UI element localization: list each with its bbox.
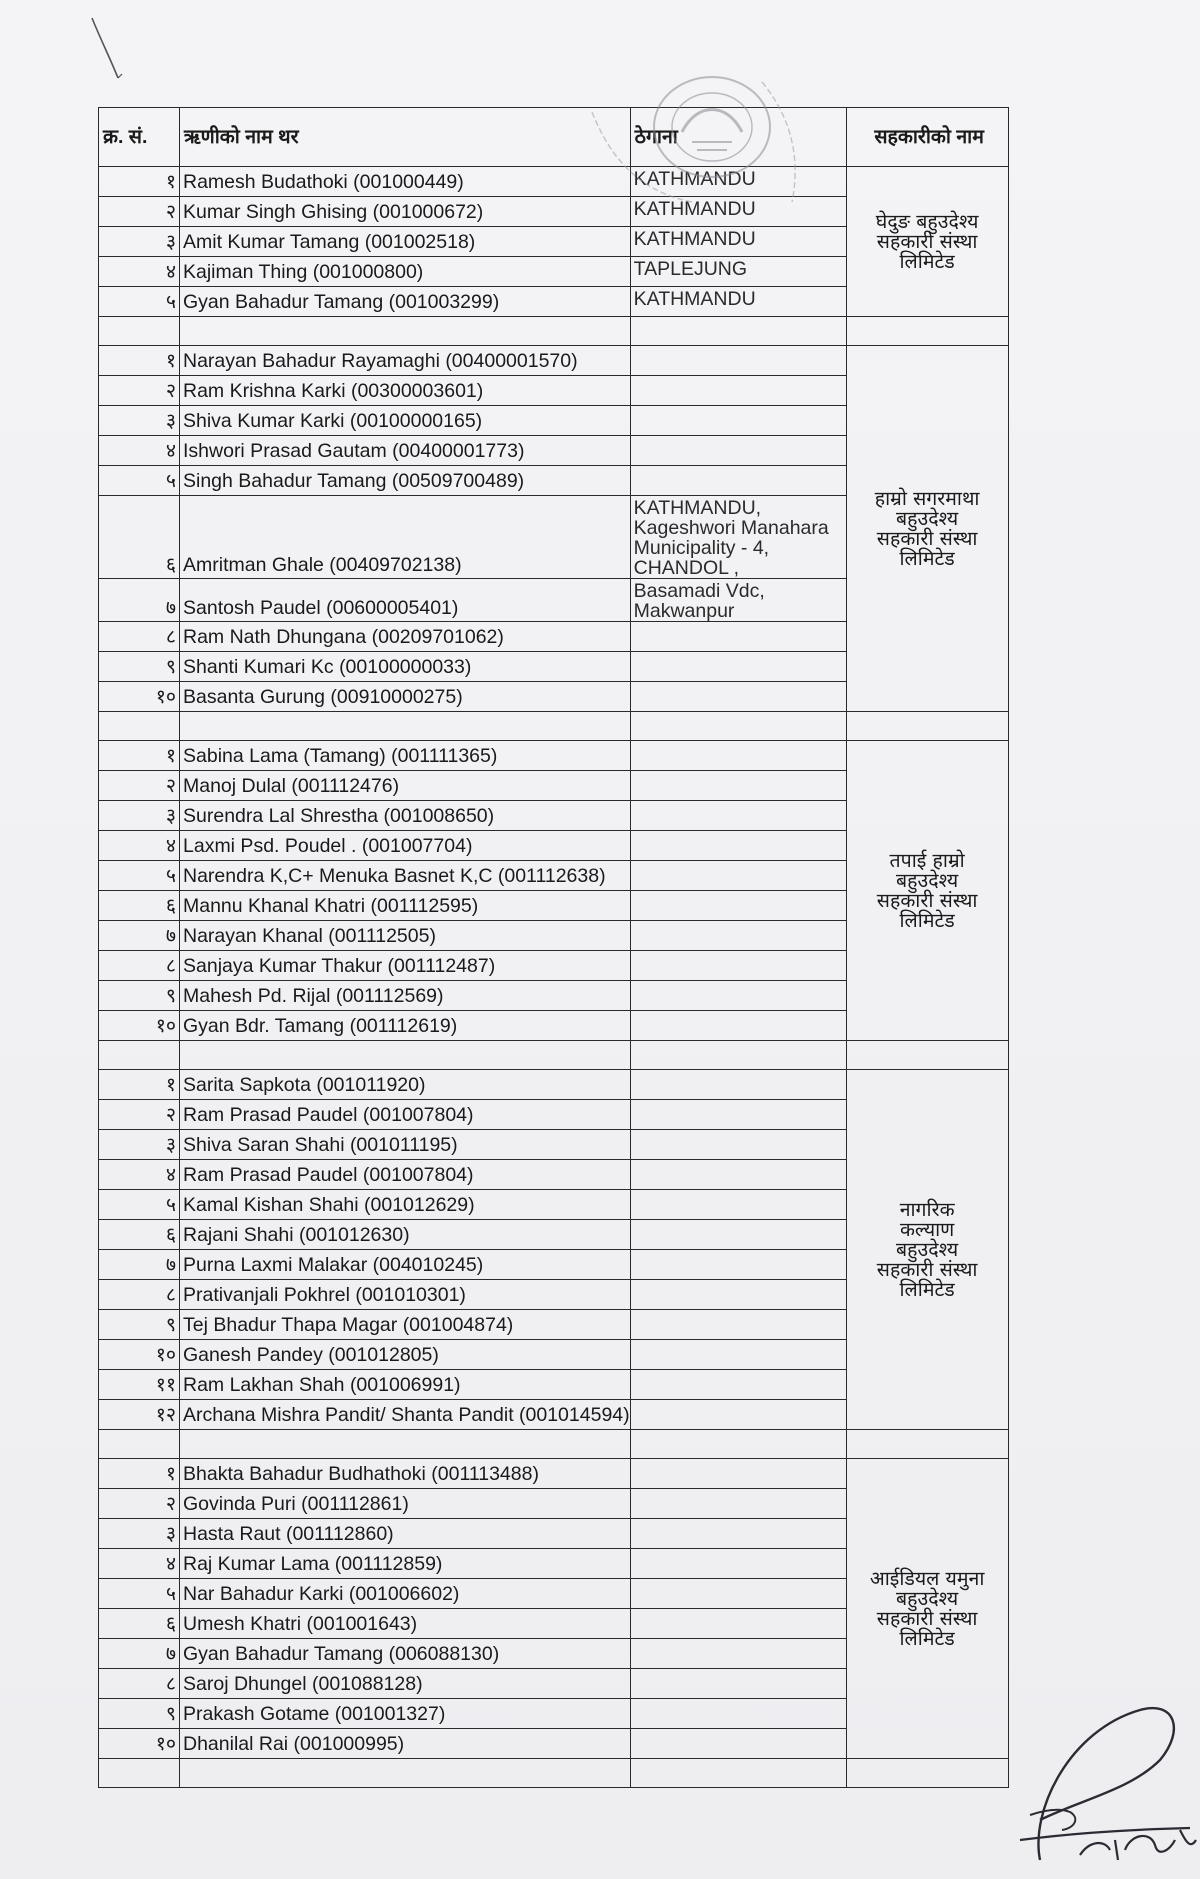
borrower-name-cell: Surendra Lal Shrestha (001008650) — [180, 801, 631, 831]
serial-number-cell: ३ — [99, 1130, 180, 1160]
table-row — [99, 741, 1009, 771]
borrower-name-cell: Manoj Dulal (001112476) — [180, 771, 631, 801]
serial-number-cell: ६ — [99, 496, 180, 579]
cooperative-name-line: बहुउदेश्य — [896, 868, 959, 892]
borrower-name-cell: Archana Mishra Pandit/ Shanta Pandit (001014594) — [180, 1400, 631, 1430]
address-cell — [630, 1729, 846, 1759]
address-cell — [630, 436, 846, 466]
serial-number-cell: २ — [99, 1489, 180, 1519]
borrower-name-cell: Ram Prasad Paudel (001007804) — [180, 1160, 631, 1190]
serial-number-cell: ७ — [99, 579, 180, 622]
address-cell — [630, 376, 846, 406]
serial-number-cell: ४ — [99, 436, 180, 466]
cooperative-name-line: सहकारी संस्था — [876, 888, 978, 912]
address-cell — [630, 406, 846, 436]
address-cell — [630, 1250, 846, 1280]
address-cell — [630, 622, 846, 652]
address-cell — [630, 951, 846, 981]
header-serial: क्र. सं. — [99, 108, 180, 167]
empty-cell — [630, 1430, 846, 1459]
serial-number-cell: १ — [99, 167, 180, 197]
address-cell: Basamadi Vdc, Makwanpur — [630, 579, 846, 622]
address-cell — [630, 1549, 846, 1579]
borrower-name-cell: Shiva Kumar Karki (00100000165) — [180, 406, 631, 436]
borrower-name-cell: Nar Bahadur Karki (001006602) — [180, 1579, 631, 1609]
borrower-name-cell: Prativanjali Pokhrel (001010301) — [180, 1280, 631, 1310]
serial-number-cell: ४ — [99, 257, 180, 287]
serial-number-cell: ८ — [99, 1669, 180, 1699]
header-borrower-name: ऋणीको नाम थर — [180, 108, 631, 167]
borrower-name-cell: Laxmi Psd. Poudel . (001007704) — [180, 831, 631, 861]
address-cell — [630, 1669, 846, 1699]
empty-cell — [180, 1041, 631, 1070]
borrower-name-cell: Purna Laxmi Malakar (004010245) — [180, 1250, 631, 1280]
address-cell — [630, 1370, 846, 1400]
address-cell — [630, 1639, 846, 1669]
serial-number-cell: ५ — [99, 1579, 180, 1609]
serial-number-cell: ८ — [99, 951, 180, 981]
address-cell: KATHMANDU — [630, 227, 846, 257]
cooperative-name-line: लिमिटेड — [899, 546, 955, 570]
borrower-name-cell: Shanti Kumari Kc (00100000033) — [180, 652, 631, 682]
handwritten-signature-icon — [1000, 1690, 1200, 1870]
serial-number-cell: ३ — [99, 227, 180, 257]
serial-number-cell: ९ — [99, 1699, 180, 1729]
address-cell — [630, 1160, 846, 1190]
table-row — [99, 346, 1009, 376]
serial-number-cell: १० — [99, 1340, 180, 1370]
address-cell — [630, 1340, 846, 1370]
borrower-name-cell: Gyan Bahadur Tamang (001003299) — [180, 287, 631, 317]
empty-cell — [99, 1430, 180, 1459]
serial-number-cell: १ — [99, 346, 180, 376]
borrower-name-cell: Gyan Bahadur Tamang (006088130) — [180, 1639, 631, 1669]
address-cell — [630, 1609, 846, 1639]
table-row — [99, 1070, 1009, 1100]
empty-cell — [99, 1759, 180, 1788]
serial-number-cell: ४ — [99, 1549, 180, 1579]
serial-number-cell: ७ — [99, 921, 180, 951]
address-cell: KATHMANDU — [630, 197, 846, 227]
serial-number-cell: ५ — [99, 466, 180, 496]
cooperative-name-line: हाम्रो सगरमाथा — [874, 486, 980, 510]
borrower-name-cell: Umesh Khatri (001001643) — [180, 1609, 631, 1639]
cooperative-name-cell — [846, 1459, 1008, 1759]
borrower-name-cell: Amit Kumar Tamang (001002518) — [180, 227, 631, 257]
empty-cell — [180, 1430, 631, 1459]
serial-number-cell: १ — [99, 1070, 180, 1100]
borrower-name-cell: Gyan Bdr. Tamang (001112619) — [180, 1011, 631, 1041]
address-cell: KATHMANDU — [630, 287, 846, 317]
cooperative-name-line: सहकारी संस्था — [876, 1257, 978, 1281]
serial-number-cell: ९ — [99, 1310, 180, 1340]
address-cell: TAPLEJUNG — [630, 257, 846, 287]
empty-cell — [846, 1430, 1008, 1459]
borrower-name-cell: Ganesh Pandey (001012805) — [180, 1340, 631, 1370]
empty-cell — [99, 1041, 180, 1070]
serial-number-cell: ६ — [99, 1220, 180, 1250]
serial-number-cell: ७ — [99, 1639, 180, 1669]
serial-number-cell: १० — [99, 682, 180, 712]
cooperative-name-cell — [846, 346, 1008, 712]
serial-number-cell: ८ — [99, 622, 180, 652]
borrower-name-cell: Narendra K,C+ Menuka Basnet K,C (001112638) — [180, 861, 631, 891]
address-cell — [630, 652, 846, 682]
borrower-name-cell: Sanjaya Kumar Thakur (001112487) — [180, 951, 631, 981]
address-cell — [630, 1400, 846, 1430]
borrower-name-cell: Santosh Paudel (00600005401) — [180, 579, 631, 622]
group-spacer-row — [99, 317, 1009, 346]
borrower-name-cell: Hasta Raut (001112860) — [180, 1519, 631, 1549]
borrower-name-cell: Sabina Lama (Tamang) (001111365) — [180, 741, 631, 771]
header-cooperative-name: सहकारीको नाम — [846, 108, 1008, 167]
borrower-name-cell: Narayan Bahadur Rayamaghi (00400001570) — [180, 346, 631, 376]
serial-number-cell: ८ — [99, 1280, 180, 1310]
table-header-row — [99, 108, 1009, 167]
cooperative-name-line: लिमिटेड — [899, 249, 955, 273]
borrower-name-cell: Bhakta Bahadur Budhathoki (001113488) — [180, 1459, 631, 1489]
serial-number-cell: ३ — [99, 801, 180, 831]
borrower-name-cell: Ram Lakhan Shah (001006991) — [180, 1370, 631, 1400]
cooperative-name-line: लिमिटेड — [899, 908, 955, 932]
cooperative-name-line: बहुउदेश्य — [896, 1237, 959, 1261]
empty-cell — [630, 712, 846, 741]
cooperative-name-line: घेदुङ बहुउदेश्य — [875, 209, 979, 233]
empty-cell — [630, 317, 846, 346]
serial-number-cell: ६ — [99, 1609, 180, 1639]
address-cell — [630, 1280, 846, 1310]
borrower-name-cell: Sarita Sapkota (001011920) — [180, 1070, 631, 1100]
borrower-name-cell: Govinda Puri (001112861) — [180, 1489, 631, 1519]
cooperative-name-line: सहकारी संस्था — [876, 229, 978, 253]
borrower-name-cell: Kajiman Thing (001000800) — [180, 257, 631, 287]
empty-cell — [180, 712, 631, 741]
address-cell — [630, 861, 846, 891]
serial-number-cell: २ — [99, 197, 180, 227]
address-cell — [630, 921, 846, 951]
cooperative-name-cell — [846, 167, 1008, 317]
cooperative-name-line: लिमिटेड — [899, 1277, 955, 1301]
empty-cell — [180, 317, 631, 346]
borrower-name-cell: Ramesh Budathoki (001000449) — [180, 167, 631, 197]
table-row — [99, 1459, 1009, 1489]
serial-number-cell: ९ — [99, 981, 180, 1011]
empty-cell — [846, 1759, 1008, 1788]
serial-number-cell: ११ — [99, 1370, 180, 1400]
borrower-name-cell: Dhanilal Rai (001000995) — [180, 1729, 631, 1759]
empty-cell — [846, 712, 1008, 741]
address-cell — [630, 771, 846, 801]
borrower-name-cell: Amritman Ghale (00409702138) — [180, 496, 631, 579]
serial-number-cell: १२ — [99, 1400, 180, 1430]
borrower-name-cell: Kamal Kishan Shahi (001012629) — [180, 1190, 631, 1220]
address-cell — [630, 1011, 846, 1041]
group-spacer-row — [99, 712, 1009, 741]
borrower-table — [98, 107, 1009, 1788]
cooperative-name-line: बहुउदेश्य — [896, 506, 959, 530]
group-spacer-row — [99, 1759, 1009, 1788]
table-row — [99, 167, 1009, 197]
cooperative-name-line: सहकारी संस्था — [876, 1606, 978, 1630]
serial-number-cell: ६ — [99, 891, 180, 921]
borrower-name-cell: Saroj Dhungel (001088128) — [180, 1669, 631, 1699]
borrower-name-cell: Ram Prasad Paudel (001007804) — [180, 1100, 631, 1130]
serial-number-cell: ४ — [99, 831, 180, 861]
cooperative-name-line: नागरिक — [899, 1197, 955, 1221]
address-cell — [630, 1070, 846, 1100]
serial-number-cell: १० — [99, 1011, 180, 1041]
address-cell — [630, 1310, 846, 1340]
serial-number-cell: ३ — [99, 406, 180, 436]
address-cell — [630, 1699, 846, 1729]
borrower-name-cell: Kumar Singh Ghising (001000672) — [180, 197, 631, 227]
borrower-name-cell: Singh Bahadur Tamang (00509700489) — [180, 466, 631, 496]
empty-cell — [99, 317, 180, 346]
serial-number-cell: १ — [99, 741, 180, 771]
borrower-name-cell: Prakash Gotame (001001327) — [180, 1699, 631, 1729]
address-cell — [630, 1579, 846, 1609]
pen-stroke-icon — [88, 14, 128, 84]
cooperative-name-line: सहकारी संस्था — [876, 526, 978, 550]
borrower-name-cell: Rajani Shahi (001012630) — [180, 1220, 631, 1250]
address-cell — [630, 1459, 846, 1489]
cooperative-name-line: बहुउदेश्य — [896, 1586, 959, 1610]
cooperative-name-cell — [846, 1070, 1008, 1430]
empty-cell — [630, 1759, 846, 1788]
header-address: ठेगाना — [630, 108, 846, 167]
address-cell: KATHMANDU — [630, 167, 846, 197]
borrower-name-cell: Mannu Khanal Khatri (001112595) — [180, 891, 631, 921]
borrower-name-cell: Raj Kumar Lama (001112859) — [180, 1549, 631, 1579]
address-cell — [630, 981, 846, 1011]
group-spacer-row — [99, 1430, 1009, 1459]
serial-number-cell: १ — [99, 1459, 180, 1489]
serial-number-cell: ९ — [99, 652, 180, 682]
address-cell — [630, 1489, 846, 1519]
borrower-name-cell: Ram Krishna Karki (00300003601) — [180, 376, 631, 406]
borrower-name-cell: Ram Nath Dhungana (00209701062) — [180, 622, 631, 652]
address-cell — [630, 1519, 846, 1549]
serial-number-cell: २ — [99, 771, 180, 801]
empty-cell — [180, 1759, 631, 1788]
cooperative-name-line: तपाई हाम्रो — [889, 848, 965, 872]
empty-cell — [846, 1041, 1008, 1070]
serial-number-cell: २ — [99, 1100, 180, 1130]
serial-number-cell: ५ — [99, 287, 180, 317]
serial-number-cell: ३ — [99, 1519, 180, 1549]
address-cell — [630, 801, 846, 831]
cooperative-name-line: लिमिटेड — [899, 1626, 955, 1650]
address-cell — [630, 741, 846, 771]
serial-number-cell: ४ — [99, 1160, 180, 1190]
borrower-name-cell: Ishwori Prasad Gautam (00400001773) — [180, 436, 631, 466]
serial-number-cell: २ — [99, 376, 180, 406]
address-cell — [630, 682, 846, 712]
empty-cell — [630, 1041, 846, 1070]
address-cell — [630, 1130, 846, 1160]
address-cell — [630, 891, 846, 921]
cooperative-name-cell — [846, 741, 1008, 1041]
address-cell — [630, 346, 846, 376]
cooperative-name-line: कल्याण — [899, 1217, 955, 1241]
address-cell — [630, 1100, 846, 1130]
group-spacer-row — [99, 1041, 1009, 1070]
cooperative-name-line: आईडियल यमुना — [869, 1566, 985, 1590]
serial-number-cell: १० — [99, 1729, 180, 1759]
serial-number-cell: ५ — [99, 1190, 180, 1220]
address-cell — [630, 1220, 846, 1250]
empty-cell — [846, 317, 1008, 346]
borrower-name-cell: Mahesh Pd. Rijal (001112569) — [180, 981, 631, 1011]
borrower-name-cell: Basanta Gurung (00910000275) — [180, 682, 631, 712]
address-cell — [630, 831, 846, 861]
serial-number-cell: ७ — [99, 1250, 180, 1280]
serial-number-cell: ५ — [99, 861, 180, 891]
address-cell — [630, 1190, 846, 1220]
empty-cell — [99, 712, 180, 741]
borrower-name-cell: Shiva Saran Shahi (001011195) — [180, 1130, 631, 1160]
address-cell — [630, 466, 846, 496]
borrower-name-cell: Narayan Khanal (001112505) — [180, 921, 631, 951]
address-cell: KATHMANDU, Kageshwori Manahara Municipality - 4, CHANDOL , — [630, 496, 846, 579]
borrower-name-cell: Tej Bhadur Thapa Magar (001004874) — [180, 1310, 631, 1340]
